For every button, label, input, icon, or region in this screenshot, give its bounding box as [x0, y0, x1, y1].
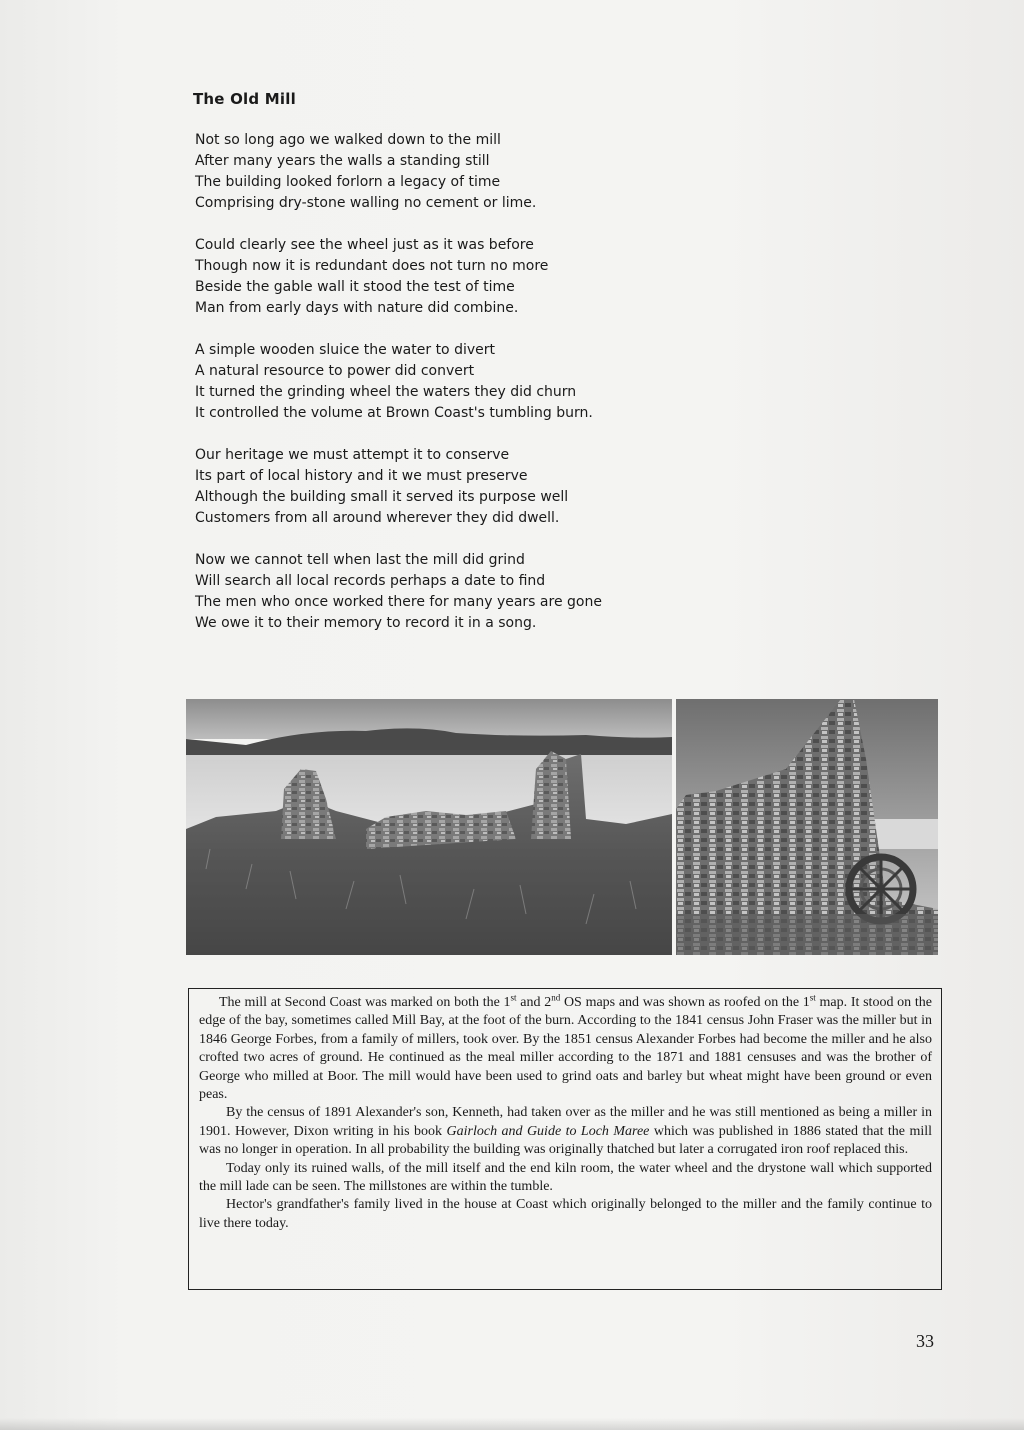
poem-line: We owe it to their memory to record it in a song.	[195, 615, 537, 631]
poem-stanza	[195, 550, 715, 634]
poem-line: Though now it is redundant does not turn no more	[195, 258, 549, 274]
history-paragraph: The mill at Second Coast was marked on both the 1st and 2nd OS maps and was shown as roofed on the 1st map. It stood on the edge of the bay, sometimes called Mill Bay, at the foot of the burn. According to the 1841 census John Fraser was the miller but in 1846 George Forbes, from a family of millers, took over. By the 1851 census Alexander Forbes had become the miller and he also crofted two acres of ground. He continued as the meal miller according to the 1871 and 1881 censuses and was the brother of George who milled at Boor. The mill would have been used to grind oats and barley but wheat might have been ground or even peas.	[199, 992, 933, 1103]
poem-line: A simple wooden sluice the water to divert	[195, 342, 495, 358]
history-paragraph: Today only its ruined walls, of the mill itself and the end kiln room, the water wheel and the drystone wall which supported the mill lade can be seen. The millstones are within the tumble.	[199, 1160, 932, 1195]
poem-line: Its part of local history and it we must preserve	[195, 468, 528, 484]
poem-line: Our heritage we must attempt it to conserve	[195, 447, 510, 463]
gable-wall-with-water-wheel-photo	[676, 699, 938, 955]
poem-line: It controlled the volume at Brown Coast's tumbling burn.	[195, 405, 593, 421]
history-paragraph: By the census of 1891 Alexander's son, Kenneth, had taken over as the miller and he was still mentioned as being a miller in 1901. However, Dixon writing in his book Gairloch and Guide to Loch Maree which was published in 1886 stated that the mill was no longer in operation. In all probability the building was originally thatched but later a corrugated iron roof replaced this.	[199, 1105, 932, 1158]
poem-stanza	[195, 235, 715, 319]
poem-stanza	[195, 130, 715, 214]
poem-line: The building looked forlorn a legacy of time	[195, 174, 501, 190]
poem-line: Customers from all around wherever they did dwell.	[195, 510, 560, 526]
scan-edge	[0, 1418, 1024, 1430]
history-paragraph: Hector's grandfather's family lived in the house at Coast which originally belonged to the miller and the family continue to live there today.	[199, 1197, 932, 1231]
poem-line: After many years the walls a standing still	[195, 153, 490, 169]
history-note-box	[188, 988, 942, 1290]
poem-line: Now we cannot tell when last the mill did grind	[195, 552, 525, 568]
poem-line: Will search all local records perhaps a date to find	[195, 573, 546, 589]
poem-line: Comprising dry-stone walling no cement or lime.	[195, 195, 537, 211]
poem-line: Not so long ago we walked down to the mill	[195, 132, 501, 148]
book-title: Gairloch and Guide to Loch Maree	[446, 1123, 650, 1139]
photo-strip	[186, 699, 938, 955]
poem-line: The men who once worked there for many years are gone	[195, 594, 602, 610]
poem	[195, 130, 715, 655]
poem-stanza	[195, 445, 715, 529]
poem-line: Man from early days with nature did combine.	[195, 300, 519, 316]
poem-stanza	[195, 340, 715, 424]
poem-line: A natural resource to power did convert	[195, 363, 475, 379]
poem-line: It turned the grinding wheel the waters they did churn	[195, 384, 577, 400]
ruined-mill-by-bay-photo	[186, 699, 672, 955]
poem-line: Beside the gable wall it stood the test of time	[195, 279, 515, 295]
page-title: The Old Mill	[193, 90, 296, 108]
poem-line: Could clearly see the wheel just as it was before	[195, 237, 534, 253]
poem-line: Although the building small it served its purpose well	[195, 489, 569, 505]
page-number: 33	[916, 1331, 934, 1351]
